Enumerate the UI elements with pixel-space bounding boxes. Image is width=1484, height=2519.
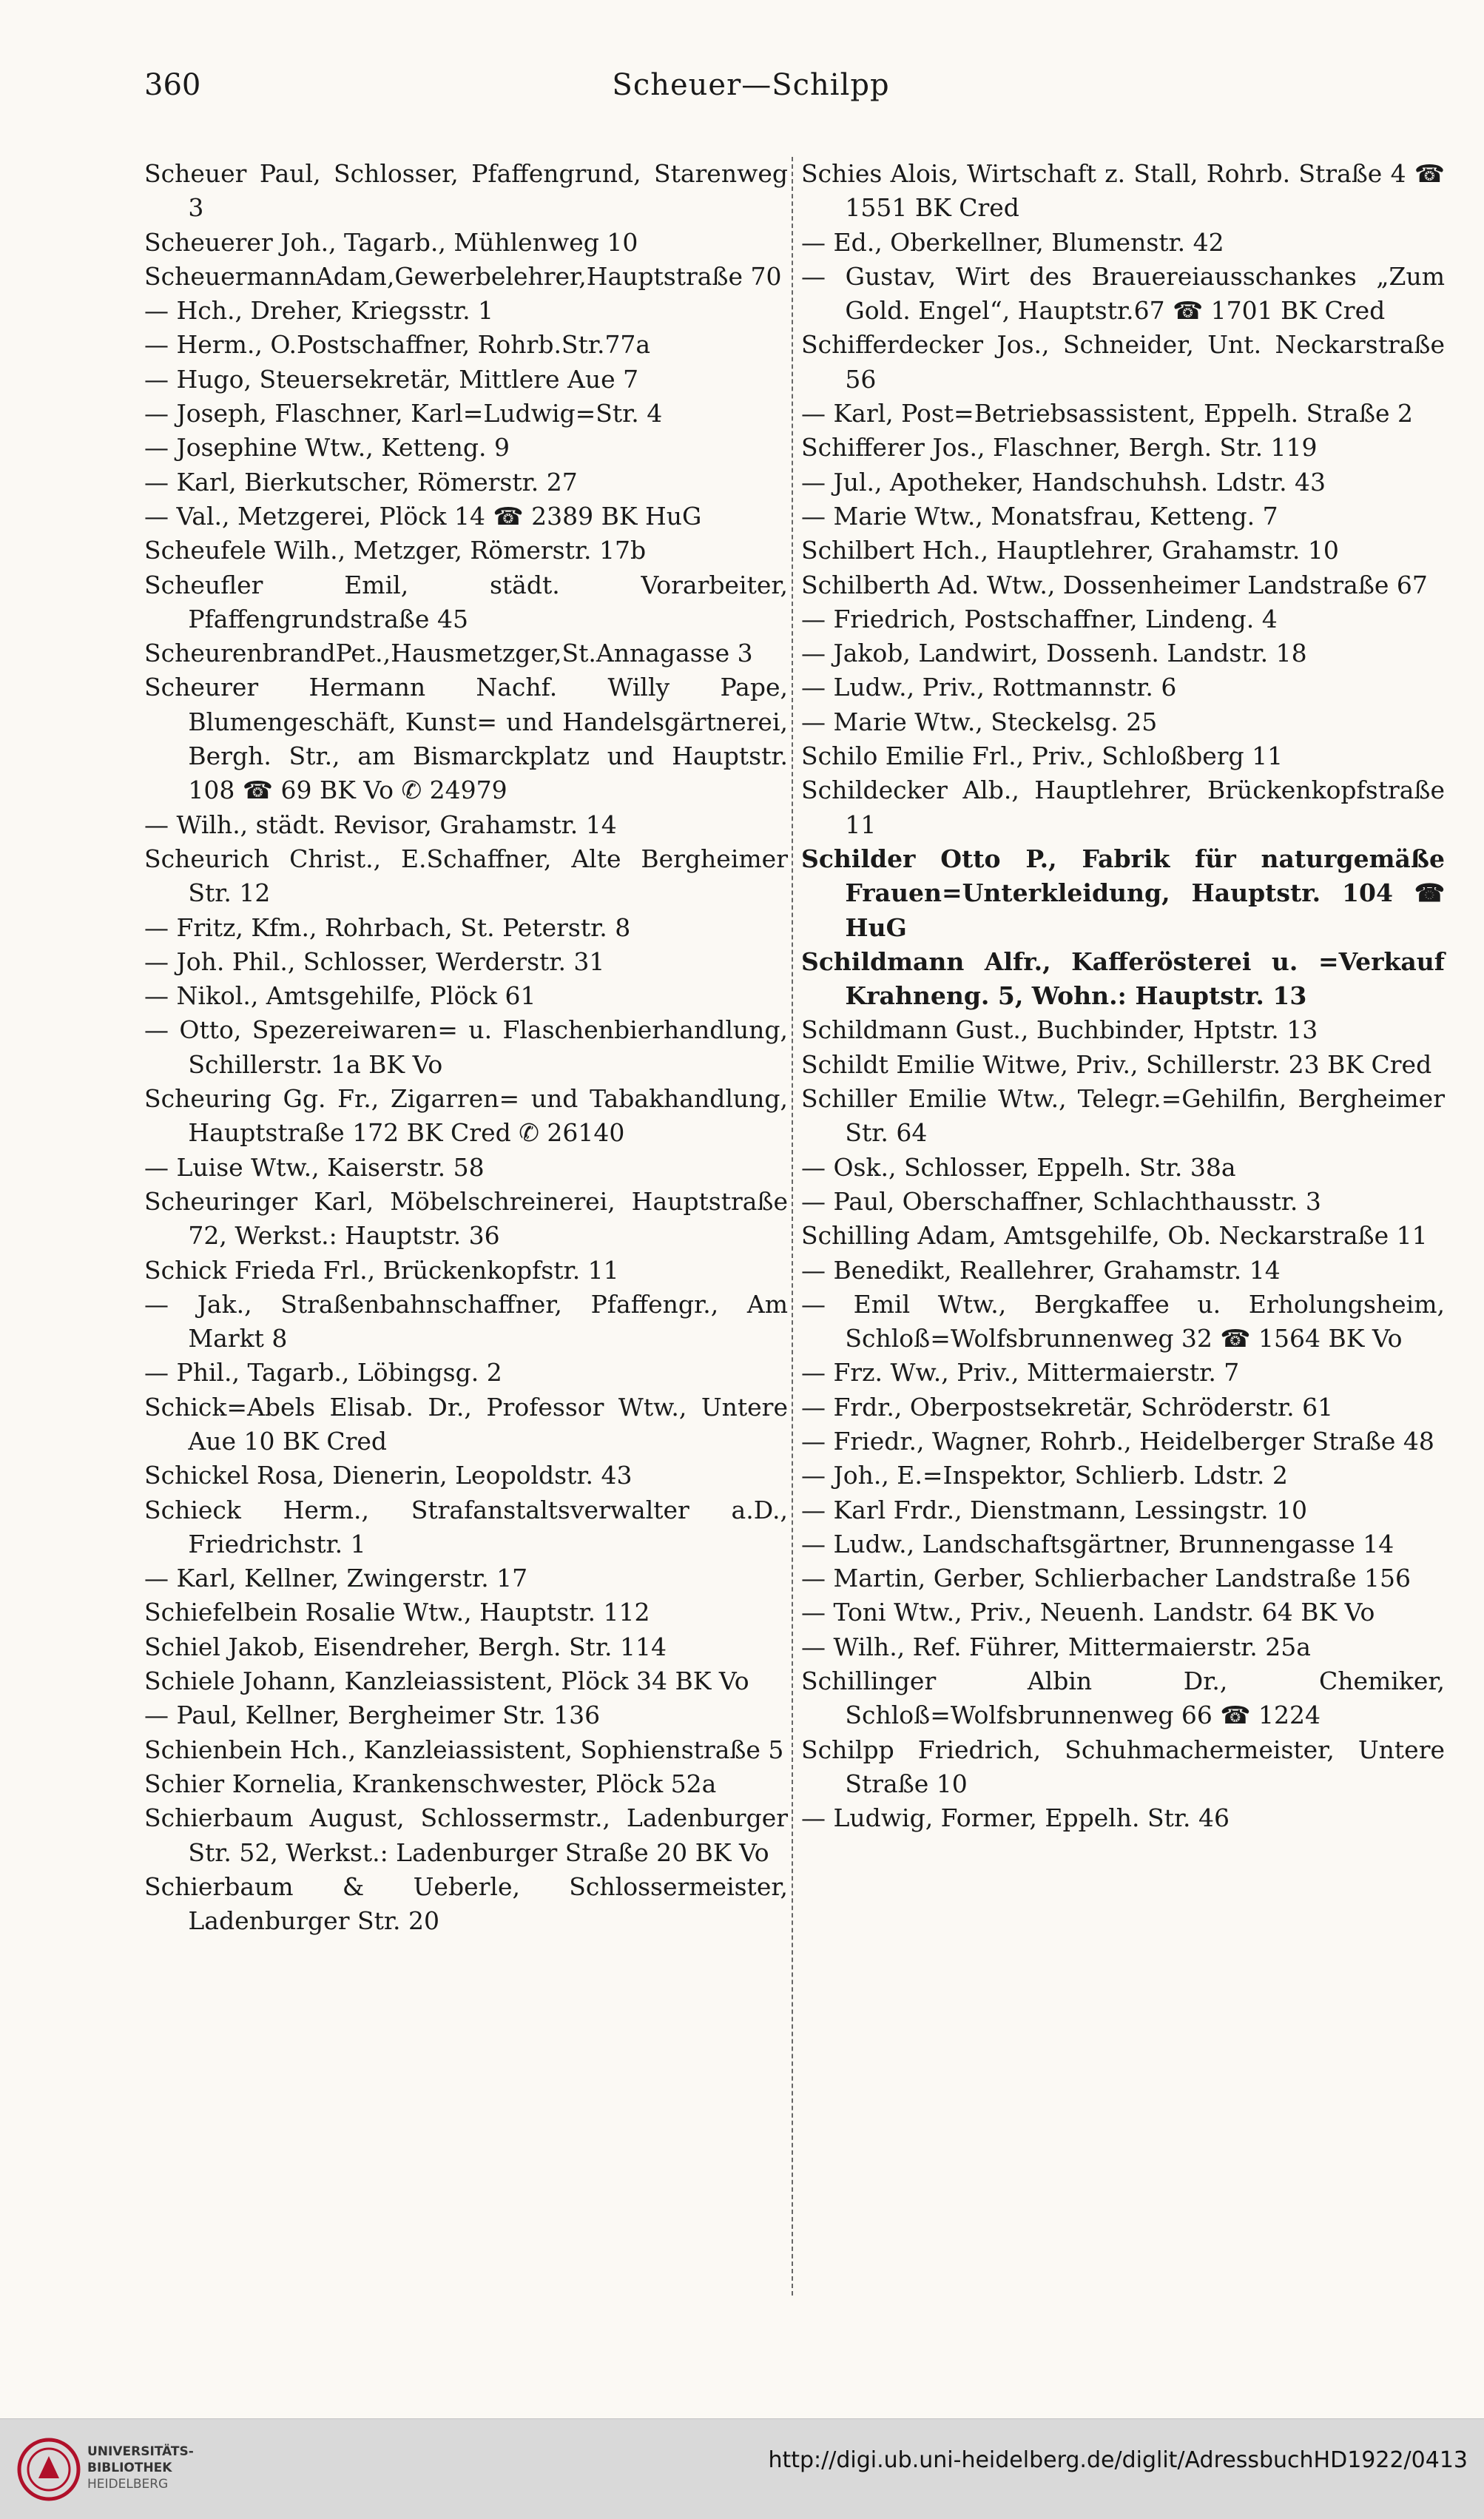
directory-entry: — Jul., Apotheker, Handschuhsh. Ldstr. 43 (801, 467, 1326, 497)
directory-entry: Schilpp Friedrich, Schuhmachermeister, Untere Straße 10 (801, 1735, 1445, 1798)
directory-entry: Schiel Jakob, Eisendreher, Bergh. Str. 114 (144, 1632, 667, 1661)
directory-entry: — Jak., Straßenbahnschaffner, Pfaffengr., Am Markt 8 (144, 1289, 788, 1353)
right-column (801, 157, 1445, 1836)
directory-entry: Schiefelbein Rosalie Wtw., Hauptstr. 112 (144, 1598, 650, 1627)
directory-entry: — Ludw., Landschaftsgärtner, Brunnengasse 14 (801, 1529, 1394, 1558)
directory-entry: Scheurich Christ., E.Schaffner, Alte Bergheimer Str. 12 (144, 844, 788, 908)
directory-entry: — Marie Wtw., Steckelsg. 25 (801, 707, 1158, 736)
directory-entry: Schick=Abels Elisab. Dr., Professor Wtw., Untere Aue 10 BK Cred (144, 1392, 788, 1456)
directory-entry: — Joseph, Flaschner, Karl=Ludwig=Str. 4 (144, 399, 663, 428)
directory-entry: — Fritz, Kfm., Rohrbach, St. Peterstr. 8 (144, 912, 631, 942)
directory-entry: — Otto, Spezereiwaren= u. Flaschenbierhandlung, Schillerstr. 1a BK Vo (144, 1015, 788, 1079)
directory-entry: — Toni Wtw., Priv., Neuenh. Landstr. 64 BK Vo (801, 1598, 1375, 1627)
directory-entry: Scheufele Wilh., Metzger, Römerstr. 17b (144, 536, 647, 565)
directory-entry: — Wilh., städt. Revisor, Grahamstr. 14 (144, 810, 617, 839)
directory-entry: — Ludwig, Former, Eppelh. Str. 46 (801, 1803, 1230, 1833)
directory-entry: — Osk., Schlosser, Eppelh. Str. 38a (801, 1152, 1236, 1182)
directory-entry: — Paul, Kellner, Bergheimer Str. 136 (144, 1701, 601, 1730)
directory-entry: — Val., Metzgerei, Plöck 14 ☎ 2389 BK HuG (144, 501, 702, 531)
directory-entry: ScheurenbrandPet.,Hausmetzger,St.Annagasse 3 (144, 639, 753, 668)
directory-entry: Schiele Johann, Kanzleiassistent, Plöck 34 BK Vo (144, 1667, 749, 1696)
footer-bar (0, 2418, 1484, 2519)
directory-entry: — Ed., Oberkellner, Blumenstr. 42 (801, 227, 1224, 257)
directory-entry: Schieck Herm., Strafanstaltsverwalter a.D., Friedrichstr. 1 (144, 1495, 788, 1558)
directory-entry: ScheuermannAdam,Gewerbelehrer,Hauptstraße 70 (144, 261, 782, 291)
directory-entry: — Friedrich, Postschaffner, Lindeng. 4 (801, 604, 1278, 633)
directory-entry: — Frz. Ww., Priv., Mittermaierstr. 7 (801, 1358, 1240, 1388)
directory-entry: Scheufler Emil, städt. Vorarbeiter, Pfaffengrundstraße 45 (144, 570, 788, 633)
directory-entry: Schillinger Albin Dr., Chemiker, Schloß=Wolfsbrunnenweg 66 ☎ 1224 (801, 1667, 1445, 1730)
directory-entry: Schilo Emilie Frl., Priv., Schloßberg 11 (801, 741, 1284, 771)
directory-entry: — Frdr., Oberpostsekretär, Schröderstr. 61 (801, 1392, 1334, 1422)
directory-entry: Scheurer Hermann Nachf. Willy Pape, Blumengeschäft, Kunst= und Handelsgärtnerei, Bergh. Str., am Bismarckplatz und Hauptstr. 108 ☎ 69 BK Vo ✆ 24979 (144, 673, 788, 805)
directory-entry: — Herm., O.Postschaffner, Rohrb.Str.77a (144, 330, 651, 360)
column-divider (792, 157, 793, 2296)
directory-entry: — Karl, Bierkutscher, Römerstr. 27 (144, 467, 578, 497)
library-name-line: HEIDELBERG (87, 2477, 169, 2492)
directory-entry: — Karl, Kellner, Zwingerstr. 17 (144, 1564, 528, 1593)
directory-entry: — Joh. Phil., Schlosser, Werderstr. 31 (144, 946, 605, 976)
directory-entry: Scheuerer Joh., Tagarb., Mühlenweg 10 (144, 227, 638, 257)
running-head: Scheuer—Schilpp (612, 68, 890, 102)
library-name-line: BIBLIOTHEK (87, 2461, 172, 2475)
directory-entry: Schildmann Gust., Buchbinder, Hptstr. 13 (801, 1015, 1318, 1045)
directory-entry: — Benedikt, Reallehrer, Grahamstr. 14 (801, 1255, 1281, 1285)
directory-entry: — Karl Frdr., Dienstmann, Lessingstr. 10 (801, 1495, 1308, 1524)
page-number: 360 (144, 68, 201, 102)
directory-entry: — Gustav, Wirt des Brauereiausschankes „Zum Gold. Engel“, Hauptstr.67 ☎ 1701 BK Cred (801, 261, 1445, 326)
directory-entry: Scheuring Gg. Fr., Zigarren= und Tabakhandlung, Hauptstraße 172 BK Cred ✆ 26140 (144, 1084, 788, 1148)
directory-entry: Schildmann Alfr., Kafferösterei u. =Verkauf Krahneng. 5, Wohn.: Hauptstr. 13 (801, 946, 1445, 1011)
directory-entry: — Marie Wtw., Monatsfrau, Ketteng. 7 (801, 501, 1278, 531)
directory-entry: — Phil., Tagarb., Löbingsg. 2 (144, 1358, 502, 1388)
directory-entry: Schiller Emilie Wtw., Telegr.=Gehilfin, Bergheimer Str. 64 (801, 1084, 1445, 1148)
university-library-seal-icon (16, 2437, 81, 2502)
directory-entry: Schick Frieda Frl., Brückenkopfstr. 11 (144, 1255, 619, 1285)
source-url-link[interactable]: http://digi.ub.uni-heidelberg.de/diglit/AdressbuchHD1922/0413 (768, 2447, 1468, 2473)
directory-entry: — Martin, Gerber, Schlierbacher Landstraße 156 (801, 1564, 1411, 1593)
directory-entry: Schildt Emilie Witwe, Priv., Schillerstr. 23 BK Cred (801, 1049, 1432, 1079)
directory-entry: Scheuer Paul, Schlosser, Pfaffengrund, Starenweg 3 (144, 159, 788, 223)
directory-entry: Schierbaum August, Schlossermstr., Ladenburger Str. 52, Werkst.: Ladenburger Straße 20 BK Vo (144, 1803, 788, 1867)
directory-entry: — Jakob, Landwirt, Dossenh. Landstr. 18 (801, 639, 1307, 668)
directory-entry: Schienbein Hch., Kanzleiassistent, Sophienstraße 5 (144, 1735, 784, 1764)
directory-entry: — Paul, Oberschaffner, Schlachthausstr. 3 (801, 1186, 1321, 1216)
directory-entry: Schilling Adam, Amtsgehilfe, Ob. Neckarstraße 11 (801, 1221, 1428, 1251)
directory-entry: — Nikol., Amtsgehilfe, Plöck 61 (144, 981, 536, 1011)
directory-entry: — Hugo, Steuersekretär, Mittlere Aue 7 (144, 364, 639, 394)
directory-entry: — Joh., E.=Inspektor, Schlierb. Ldstr. 2 (801, 1461, 1288, 1490)
directory-entry: Schifferer Jos., Flaschner, Bergh. Str. 119 (801, 433, 1318, 463)
directory-entry: — Friedr., Wagner, Rohrb., Heidelberger Straße 48 (801, 1426, 1434, 1456)
directory-entry: Schies Alois, Wirtschaft z. Stall, Rohrb. Straße 4 ☎ 1551 BK Cred (801, 159, 1445, 223)
directory-entry: Schilbert Hch., Hauptlehrer, Grahamstr. 10 (801, 536, 1339, 565)
directory-entry: Schildecker Alb., Hauptlehrer, Brückenkopfstraße 11 (801, 776, 1445, 839)
directory-entry: — Luise Wtw., Kaiserstr. 58 (144, 1152, 485, 1182)
directory-entry: Schilberth Ad. Wtw., Dossenheimer Landstraße 67 (801, 570, 1428, 599)
directory-entry: — Ludw., Priv., Rottmannstr. 6 (801, 673, 1177, 702)
library-name (87, 2444, 194, 2492)
directory-entry: Scheuringer Karl, Möbelschreinerei, Hauptstraße 72, Werkst.: Hauptstr. 36 (144, 1186, 788, 1251)
library-name-line: UNIVERSITÄTS- (87, 2444, 194, 2459)
directory-entry: Schifferdecker Jos., Schneider, Unt. Neckarstraße 56 (801, 330, 1445, 394)
directory-entry: — Karl, Post=Betriebsassistent, Eppelh. Straße 2 (801, 399, 1414, 428)
directory-entry: Schilder Otto P., Fabrik für naturgemäße Frauen=Unterkleidung, Hauptstr. 104 ☎ HuG (801, 844, 1445, 942)
directory-entry: Schier Kornelia, Krankenschwester, Plöck 52a (144, 1769, 717, 1798)
directory-entry: Schickel Rosa, Dienerin, Leopoldstr. 43 (144, 1461, 633, 1490)
directory-entry: Schierbaum & Ueberle, Schlossermeister, Ladenburger Str. 20 (144, 1871, 788, 1936)
left-column (144, 157, 788, 1938)
page-header (144, 68, 1357, 112)
directory-entry: — Emil Wtw., Bergkaffee u. Erholungsheim, Schloß=Wolfsbrunnenweg 32 ☎ 1564 BK Vo (801, 1289, 1445, 1353)
directory-entry: — Hch., Dreher, Kriegsstr. 1 (144, 296, 494, 326)
directory-entry: — Wilh., Ref. Führer, Mittermaierstr. 25a (801, 1632, 1311, 1661)
directory-entry: — Josephine Wtw., Ketteng. 9 (144, 433, 510, 463)
